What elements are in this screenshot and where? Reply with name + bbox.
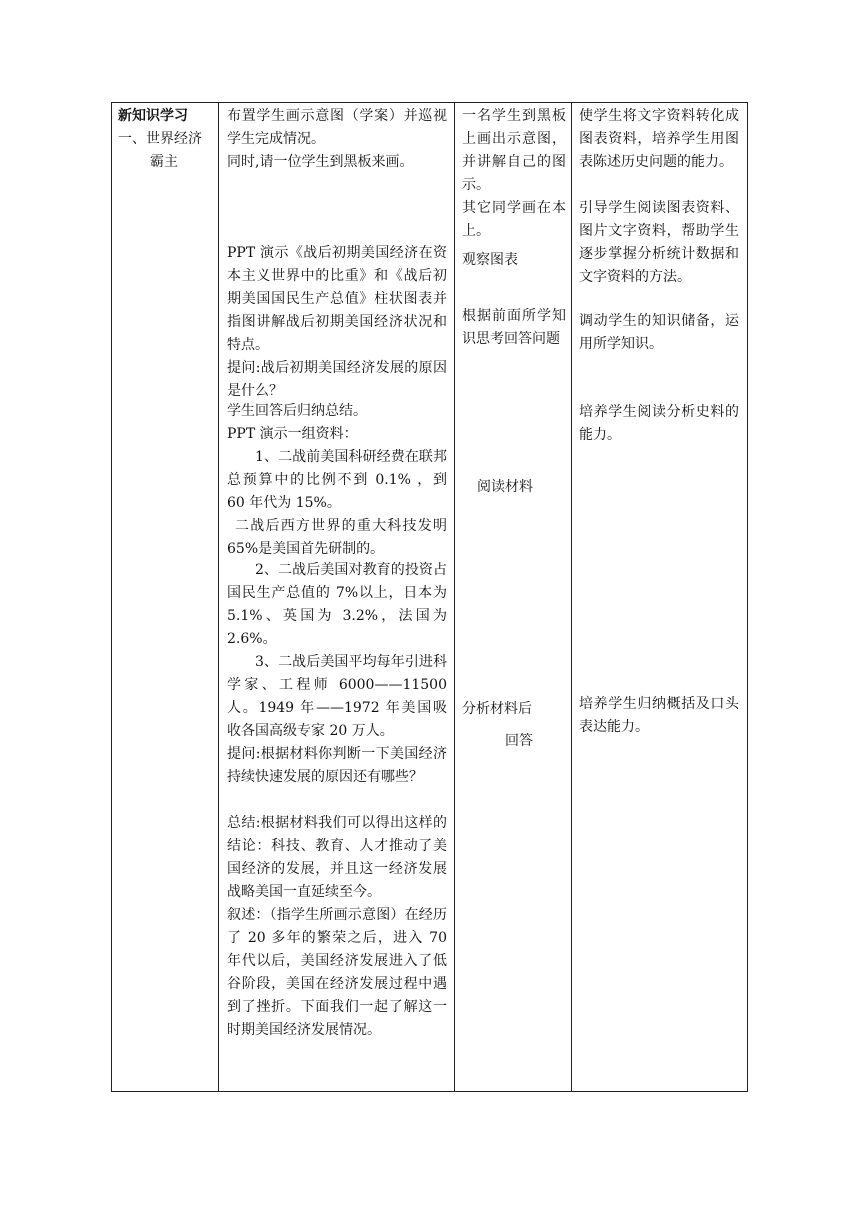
material-item: 1、二战前美国科研经费在联邦总预算中的比例不到 0.1% ，到 60 年代为 15%。 [227,449,447,511]
section-heading: 新知识学习 [118,108,188,124]
student-paragraph: 分析材料后 [462,701,532,717]
lesson-plan-table [111,102,748,1092]
material-item: 3、二战后美国平均每年引进科学家、工程师 6000——11500 人。1949 年——1972 年美国吸收各国高级专家 20 万人。 [227,654,447,739]
student-paragraph: 阅读材料 [477,479,533,495]
teacher-activity-cell [219,103,454,1091]
student-paragraph: 回答 [505,733,533,749]
intent-paragraph: 调动学生的知识储备，运用所学知识。 [579,313,739,352]
student-paragraph: 观察图表 [462,252,518,268]
material-item: 2、二战后美国对教育的投资占国民生产总值的 7%以上，日本为 5.1%、英国为 3.2%，法国为 2.6%。 [227,562,447,647]
topic-title: 一、世界经济 [118,131,202,147]
teacher-paragraph: 总结:根据材料我们可以得出这样的结论：科技、教育、人才推动了美国经济的发展，并且这一经济发展战略美国一直延续至今。 [227,815,447,900]
student-activity-cell [455,103,571,1091]
teacher-paragraph: 同时,请一位学生到黑板来画。 [227,154,414,170]
section-cell [112,103,218,1091]
student-paragraph: 一名学生到黑板上画出示意图，并讲解自己的图示。 [462,108,566,193]
teacher-paragraph: 提问:战后初期美国经济发展的原因是什么？ [227,360,447,399]
student-paragraph: 其它同学画在本上。 [462,200,566,239]
intent-paragraph: 引导学生阅读图表资料、图片文字资料，帮助学生逐步掌握分析统计数据和文字资料的方法。 [579,200,739,285]
teacher-paragraph: 学生回答后归纳总结。 [227,403,367,419]
intent-paragraph: 使学生将文字资料转化成图表资料，培养学生用图表陈述历史问题的能力。 [579,108,739,170]
material-item: 二战后西方世界的重大科技发明 65%是美国首先研制的。 [227,518,447,557]
teacher-paragraph: 布置学生画示意图（学案）并巡视学生完成情况。 [227,108,447,147]
topic-title-cont: 霸主 [150,154,178,170]
teacher-paragraph: PPT 演示一组资料： [227,426,358,442]
design-intent-cell [572,103,749,1091]
teacher-paragraph: 提问:根据材料你判断一下美国经济持续快速发展的原因还有哪些？ [227,746,447,785]
student-paragraph: 根据前面所学知识思考回答问题 [462,308,566,347]
intent-paragraph: 培养学生阅读分析史料的能力。 [579,404,739,443]
teacher-paragraph: 叙述：（指学生所画示意图）在经历了 20 多年的繁荣之后，进入 70 年代以后，美国经济发展进入了低谷阶段，美国在经济发展过程中遇到了挫折。下面我们一起了解这一时期美国经济发展情况。 [227,907,447,1038]
intent-paragraph: 培养学生归纳概括及口头表达能力。 [579,696,739,735]
teacher-paragraph: PPT 演示《战后初期美国经济在资本主义世界中的比重》和《战后初期美国国民生产总值》柱状图表并指图讲解战后初期美国经济状况和特点。 [227,245,447,353]
